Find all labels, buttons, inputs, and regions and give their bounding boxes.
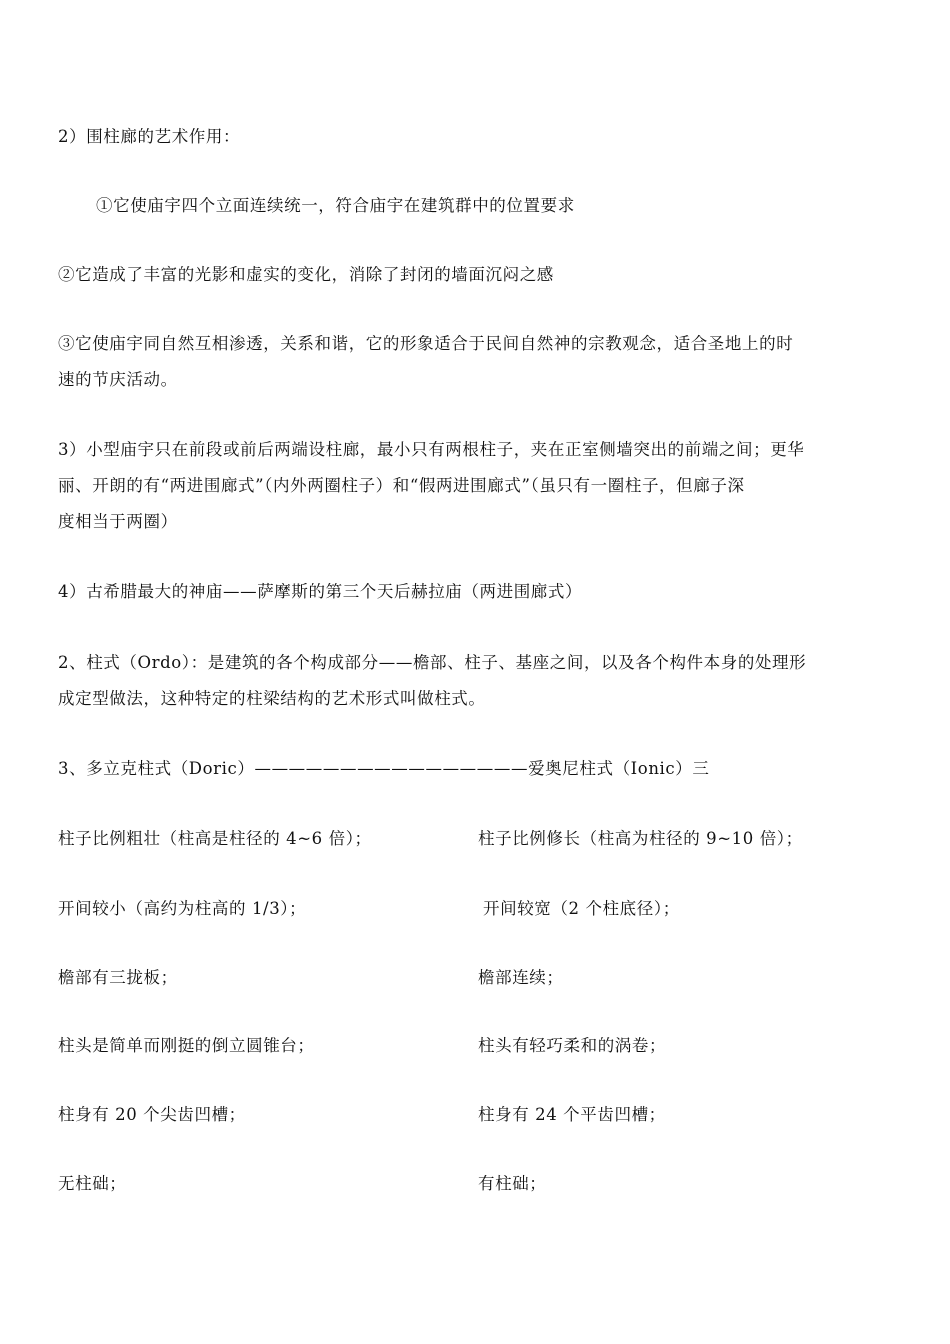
point-3-line-1: ③它使庙宇同自然互相渗透，关系和谐，它的形象适合于民间自然神的宗教观念，适合圣地上的时	[58, 334, 794, 353]
doric-proportion: 柱子比例粗壮（柱高是柱径的 4~6 倍）；	[58, 829, 372, 848]
ionic-proportion: 柱子比例修长（柱高为柱径的 9~10 倍）；	[478, 829, 803, 848]
comparison-row	[0, 1100, 950, 1130]
small-temple-line-2: 丽、开朗的有“两进围廊式”（内外两圈柱子）和“假两进围廊式”（虽只有一圈柱子，但廊子深	[58, 476, 745, 495]
doric-flutes: 柱身有 20 个尖齿凹槽；	[58, 1105, 246, 1124]
ionic-capital: 柱头有轻巧柔和的涡卷；	[478, 1036, 667, 1055]
ionic-base: 有柱础；	[478, 1174, 547, 1193]
ionic-flutes: 柱身有 24 个平齿凹槽；	[478, 1105, 666, 1124]
comparison-row	[0, 824, 950, 854]
doric-ionic-heading: 3、多立克柱式（Doric）————————————————爱奥尼柱式（Ionic）三	[58, 759, 710, 778]
point-2: ②它造成了丰富的光影和虚实的变化，消除了封闭的墙面沉闷之感	[58, 265, 554, 284]
doric-bay: 开间较小（高约为柱高的 1/3）；	[58, 899, 307, 918]
point-3-line-2: 速的节庆活动。	[58, 370, 178, 389]
small-temple-line-1: 3）小型庙宇只在前段或前后两端设柱廊，最小只有两根柱子，夹在正室侧墙突出的前端之间；更华	[58, 440, 805, 459]
order-definition-line-1: 2、柱式（Ordo）：是建筑的各个构成部分——檐部、柱子、基座之间，以及各个构件本身的处理形	[58, 653, 807, 672]
doric-capital: 柱头是简单而刚挺的倒立圆锥台；	[58, 1036, 315, 1055]
ionic-entablature: 檐部连续；	[478, 968, 564, 987]
comparison-row	[0, 1169, 950, 1199]
ionic-bay: 开间较宽（2 个柱底径）；	[483, 899, 680, 918]
comparison-row	[0, 963, 950, 993]
comparison-row	[0, 1031, 950, 1061]
doric-base: 无柱础；	[58, 1174, 127, 1193]
comparison-row	[0, 894, 950, 924]
point-1: ①它使庙宇四个立面连续统一，符合庙宇在建筑群中的位置要求	[96, 196, 575, 215]
heading-colonnade-role: 2）围柱廊的艺术作用：	[58, 127, 241, 146]
order-definition-line-2: 成定型做法，这种特定的柱梁结构的艺术形式叫做柱式。	[58, 689, 486, 708]
doric-entablature: 檐部有三拢板；	[58, 968, 178, 987]
small-temple-line-3: 度相当于两圈）	[58, 512, 178, 531]
largest-temple: 4）古希腊最大的神庙——萨摩斯的第三个天后赫拉庙（两进围廊式）	[58, 582, 583, 601]
